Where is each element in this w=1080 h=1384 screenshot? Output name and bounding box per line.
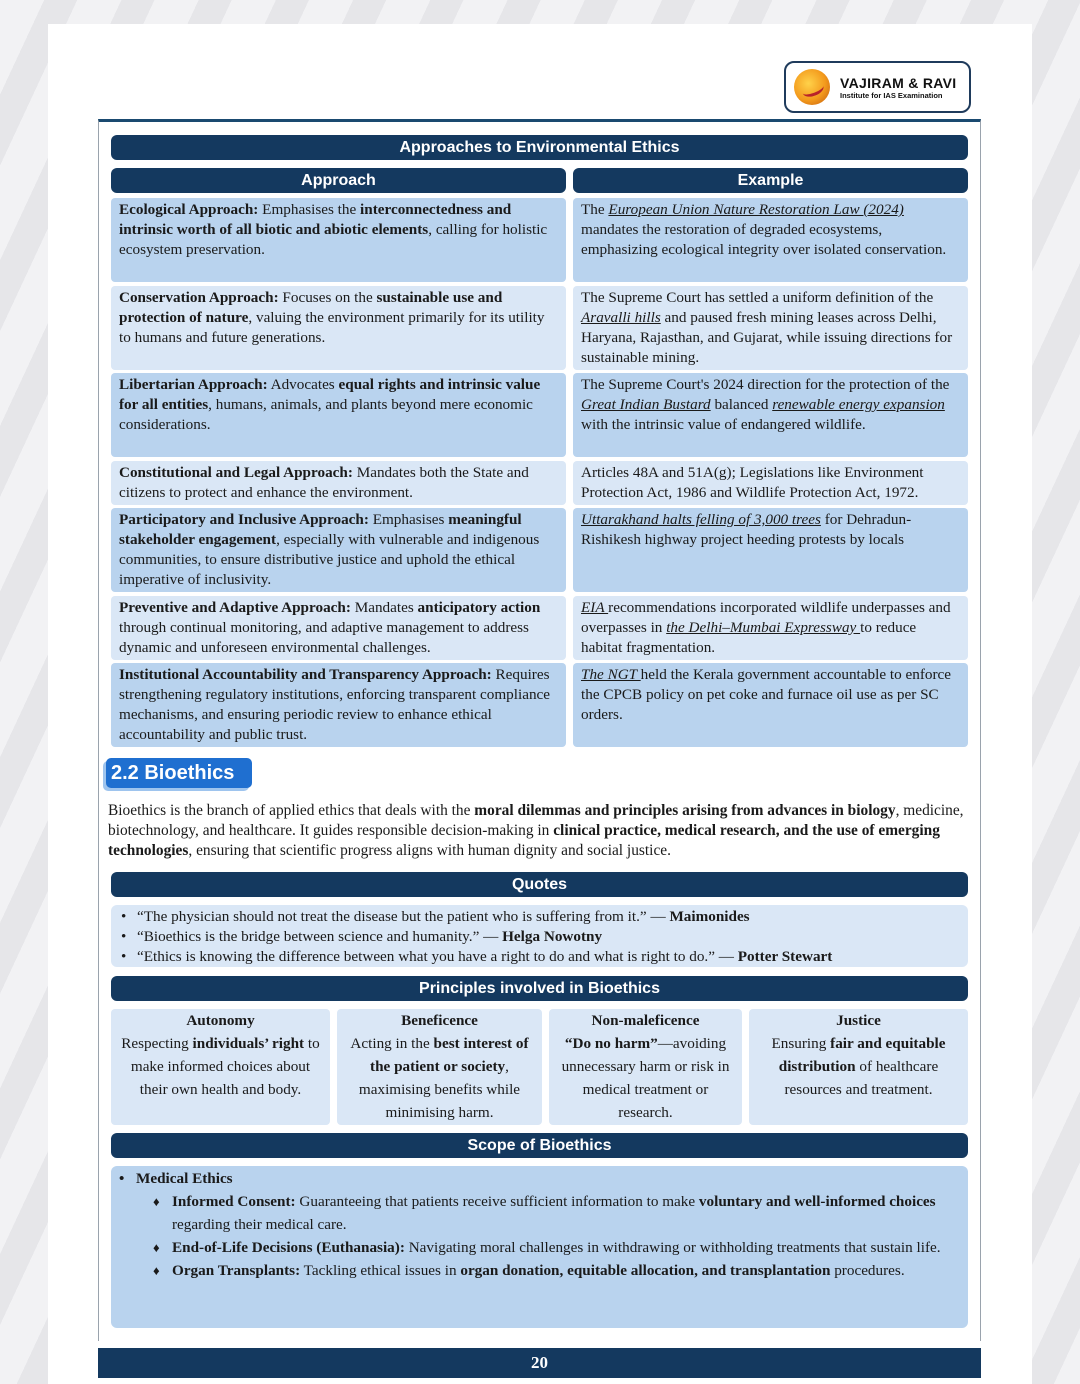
example-text: to reduce habitat fragmentation.	[581, 619, 917, 656]
scope-item-text: Navigating moral challenges in withdrawing or withholding treatments that sustain life.	[404, 1239, 941, 1256]
example-link[interactable]: Aravalli hills	[581, 309, 661, 326]
quotes-title: Quotes	[111, 872, 968, 897]
scope-heading: • Medical Ethics	[119, 1167, 960, 1190]
quote-text: “The physician should not treat the disease but the patient who is suffering from it.” —	[137, 908, 670, 925]
logo-subtitle: Institute for IAS Examination	[840, 90, 943, 100]
section-title: 2.2 Bioethics	[106, 758, 252, 788]
example-text: recommendations incorporated wildlife underpasses and overpasses in	[581, 599, 951, 636]
example-text: and paused fresh mining leases across Delhi, Haryana, Rajasthan, and Gujarat, while issuing directions for sustainable mining.	[581, 309, 953, 366]
example-text: balanced	[710, 396, 773, 413]
table-cell-approach	[111, 198, 566, 282]
approach-name: Ecological Approach:	[119, 201, 259, 218]
approach-name: Preventive and Adaptive Approach:	[119, 599, 351, 616]
approach-highlight: sustainable use and protection of nature	[119, 289, 503, 326]
example-link[interactable]: European Union Nature Restoration Law (2024)	[608, 201, 904, 218]
principle-text: —avoiding unnecessary harm or risk in medical treatment or research.	[561, 1035, 730, 1121]
intro-highlight: moral dilemmas and principles arising from advances in biology	[474, 802, 896, 819]
intro-text: Bioethics is the branch of applied ethics that deals with the	[108, 802, 475, 819]
table-cell-example	[573, 373, 968, 457]
table-cell-approach	[111, 663, 566, 747]
approach-text: Emphasises	[368, 511, 449, 528]
principle-heading: Autonomy	[186, 1012, 255, 1029]
table-cell-approach	[111, 461, 566, 505]
approach-text: Emphasises the	[258, 201, 361, 218]
approach-highlight: equal rights and intrinsic value for all entities	[119, 376, 541, 413]
principle-highlight: “Do no harm”	[564, 1035, 658, 1052]
scope-item-title: End-of-Life Decisions (Euthanasia):	[172, 1239, 405, 1256]
approach-name: Institutional Accountability and Transparency Approach:	[119, 666, 492, 683]
approach-text: Mandates both the State and citizens to protect and enhance the environment.	[119, 464, 529, 501]
scope-item-text: Tackling ethical issues in	[300, 1262, 461, 1279]
principle-highlight: individuals’ right	[192, 1035, 305, 1052]
example-link[interactable]: the Delhi–Mumbai Expressway	[666, 619, 861, 636]
approach-name: Constitutional and Legal Approach:	[119, 464, 353, 481]
scope-item-highlight: voluntary and well-informed choices	[698, 1193, 936, 1210]
table-cell-approach	[111, 596, 566, 660]
example-text: The	[581, 201, 609, 218]
column-header-approach: Approach	[111, 168, 566, 193]
scope-item	[119, 1190, 960, 1236]
approach-text: , especially with vulnerable and indigenous communities, to ensure distributive justice and uphold the ethical imperative of inclusivity.	[119, 531, 540, 588]
brand-logo	[784, 61, 971, 113]
approach-highlight: anticipatory action	[417, 599, 541, 616]
table-cell-approach	[111, 286, 566, 370]
approach-highlight: meaningful stakeholder engagement	[119, 511, 522, 548]
intro-text: , medicine, biotechnology, and healthcare. It guides responsible decision-making in	[108, 802, 964, 839]
principle-beneficence	[337, 1009, 542, 1125]
quote-item	[119, 927, 960, 947]
principle-text: of healthcare resources and treatment.	[784, 1058, 939, 1098]
approach-text: , calling for holistic ecosystem preservation.	[119, 221, 548, 258]
scope-item-highlight: organ donation, equitable allocation, and transplantation	[460, 1262, 831, 1279]
example-text: held the Kerala government accountable to enforce the CPCB policy on pet coke and furnace oil use as per SC orders.	[581, 666, 952, 723]
principle-highlight: best interest of the patient or society	[370, 1035, 529, 1075]
principle-text: Acting in the	[350, 1035, 434, 1052]
quote-author: Potter Stewart	[737, 948, 833, 965]
principle-text: , maximising benefits while minimising harm.	[358, 1058, 521, 1121]
scope-item-text: regarding their medical care.	[172, 1216, 347, 1233]
example-link[interactable]: EIA	[581, 599, 609, 616]
principle-highlight: fair and equitable distribution	[778, 1035, 946, 1075]
table-cell-approach	[111, 508, 566, 592]
principle-text: Respecting	[121, 1035, 193, 1052]
approach-name: Participatory and Inclusive Approach:	[119, 511, 369, 528]
table-cell-example	[573, 461, 968, 505]
approach-text: Focuses on the	[278, 289, 377, 306]
example-link[interactable]: Uttarakhand halts felling of 3,000 trees	[581, 511, 821, 528]
example-link[interactable]: The NGT	[581, 666, 641, 683]
principle-non-maleficence	[549, 1009, 742, 1125]
scope-item-text: procedures.	[830, 1262, 905, 1279]
approach-text: , humans, animals, and plants beyond mere economic considerations.	[119, 396, 533, 433]
scope-title: Scope of Bioethics	[111, 1133, 968, 1158]
logo-emblem-icon	[794, 69, 830, 105]
example-text: The Supreme Court has settled a uniform definition of the	[581, 289, 934, 306]
table-cell-example	[573, 596, 968, 660]
scope-item	[119, 1259, 960, 1282]
intro-paragraph	[108, 801, 974, 861]
approach-text: through continual monitoring, and adaptive management to address dynamic and unforeseen environmental challenges.	[119, 619, 529, 656]
example-link[interactable]: Great Indian Bustard	[581, 396, 711, 413]
principle-text: to make informed choices about their own health and body.	[130, 1035, 320, 1098]
quote-author: Helga Nowotny	[502, 928, 603, 945]
intro-highlight: clinical practice, medical research, and the use of emerging technologies	[108, 822, 940, 859]
principle-text: Ensuring	[771, 1035, 831, 1052]
example-text: with the intrinsic value of endangered wildlife.	[581, 416, 866, 433]
table-cell-example	[573, 663, 968, 747]
table-cell-example	[573, 198, 968, 282]
principle-heading: Non-maleficence	[591, 1012, 700, 1029]
quote-item	[119, 907, 960, 927]
principle-justice	[749, 1009, 968, 1125]
example-text: Articles 48A and 51A(g); Legislations like Environment Protection Act, 1986 and Wildlife Protection Act, 1972.	[581, 464, 924, 501]
table-cell-example	[573, 508, 968, 592]
approach-name: Conservation Approach:	[119, 289, 279, 306]
approach-name: Libertarian Approach:	[119, 376, 268, 393]
scope-item-title: Informed Consent:	[172, 1193, 296, 1210]
approach-text: Mandates	[350, 599, 418, 616]
quotes-box	[111, 905, 968, 967]
principles-title: Principles involved in Bioethics	[111, 976, 968, 1001]
principle-heading: Justice	[836, 1012, 881, 1029]
table-title: Approaches to Environmental Ethics	[111, 135, 968, 160]
approach-text: Advocates	[267, 376, 339, 393]
page-number: 20	[98, 1348, 981, 1378]
approach-highlight: interconnectedness and intrinsic worth of all biotic and abiotic elements	[119, 201, 512, 238]
approach-text: , valuing the environment primarily for its utility to humans and future generations.	[119, 309, 545, 346]
example-text: for Dehradun-Rishikesh highway project heeding protests by locals	[581, 511, 912, 548]
example-text: The Supreme Court's 2024 direction for the protection of the	[581, 376, 950, 393]
scope-item	[119, 1236, 960, 1259]
approach-text: Requires strengthening regulatory institutions, enforcing transparent compliance mechanisms, and ensuring periodic review to enhance ethical accountability and public trust.	[119, 666, 551, 743]
column-header-example: Example	[573, 168, 968, 193]
principle-autonomy	[111, 1009, 330, 1125]
principle-heading: Beneficence	[401, 1012, 478, 1029]
example-link[interactable]: renewable energy expansion	[772, 396, 945, 413]
table-cell-example	[573, 286, 968, 370]
table-cell-approach	[111, 373, 566, 457]
scope-item-title: Organ Transplants:	[172, 1262, 301, 1279]
intro-text: , ensuring that scientific progress aligns with human dignity and social justice.	[188, 842, 671, 859]
example-text: mandates the restoration of degraded ecosystems, emphasizing ecological integrity over isolated conservation.	[581, 221, 947, 258]
logo-name: VAJIRAM & RAVI	[840, 74, 957, 91]
quote-text: “Ethics is knowing the difference between what you have a right to do and what is right to do.” —	[137, 948, 738, 965]
scope-item-text: Guaranteeing that patients receive sufficient information to make	[295, 1193, 699, 1210]
quote-author: Maimonides	[669, 908, 750, 925]
quote-item	[119, 947, 960, 967]
quote-text: “Bioethics is the bridge between science and humanity.” —	[137, 928, 503, 945]
scope-box	[111, 1166, 968, 1328]
